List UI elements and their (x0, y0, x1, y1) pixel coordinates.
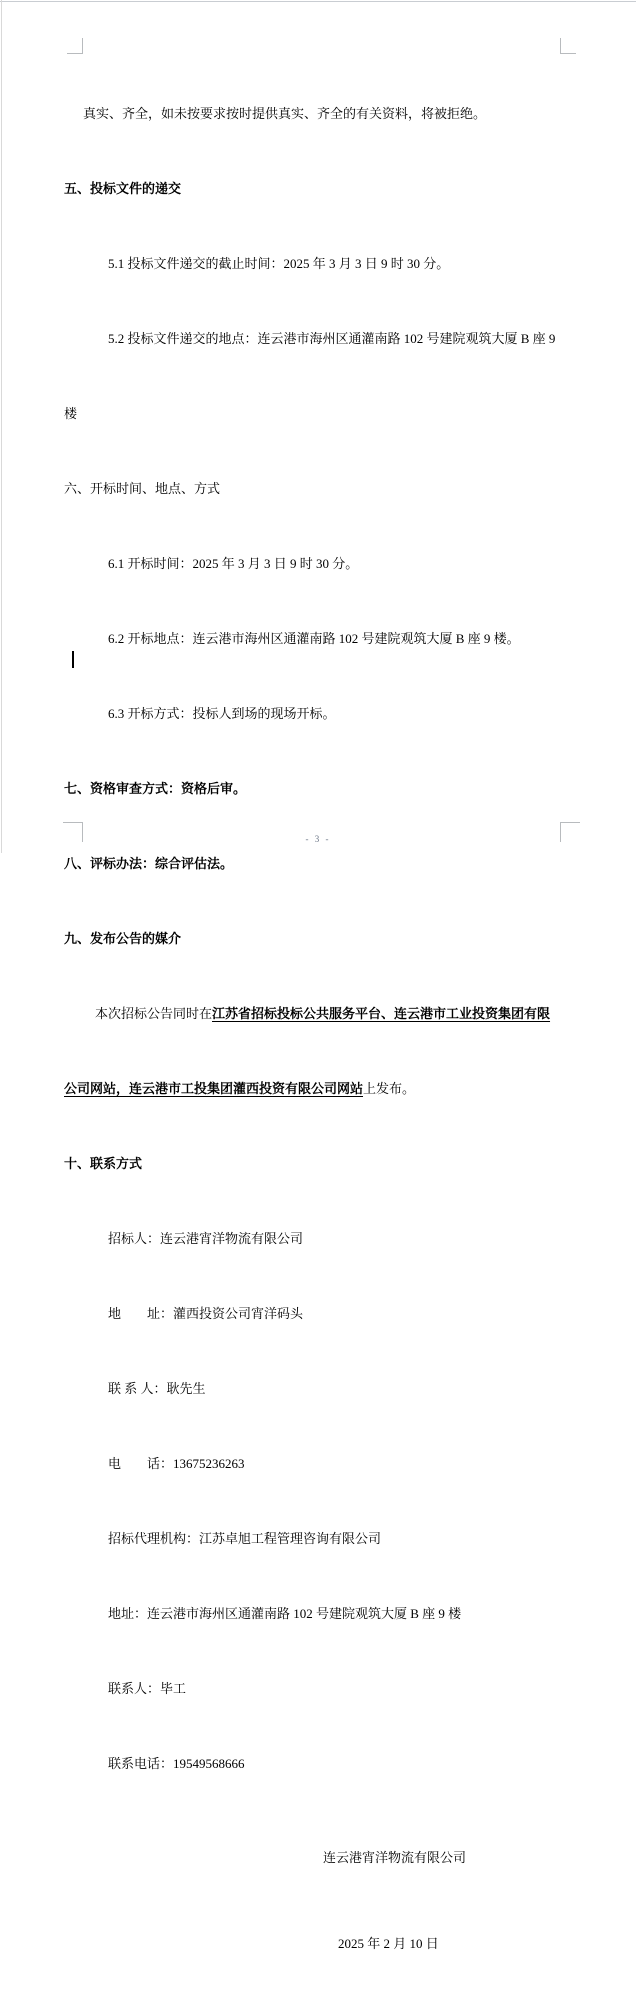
page-edge-left (1, 0, 2, 853)
text-cursor (72, 651, 74, 668)
heading-section-7-qualification-review[interactable]: 七、资格审查方式：资格后审。 (64, 781, 247, 796)
contact-person[interactable]: 联 系 人：耿先生 (108, 1381, 206, 1396)
agency-address[interactable]: 地址：连云港市海州区通灌南路 102 号建院观筑大厦 B 座 9 楼 (108, 1606, 462, 1621)
item-5-2-wrap[interactable]: 楼 (64, 406, 78, 421)
agency-phone[interactable]: 联系电话：19549568666 (108, 1756, 245, 1771)
contact-tenderer[interactable]: 招标人：连云港宵洋物流有限公司 (108, 1231, 304, 1246)
media-suffix-text: 上发布。 (363, 1081, 416, 1096)
page-number: - 3 - (305, 834, 331, 844)
item-5-1-submission-deadline[interactable]: 5.1 投标文件递交的截止时间：2025 年 3 月 3 日 9 时 30 分。 (108, 256, 450, 271)
media-paragraph-line-1[interactable] (64, 1001, 569, 1026)
item-6-2-opening-place[interactable]: 6.2 开标地点：连云港市海州区通灌南路 102 号建院观筑大厦 B 座 9 楼。 (108, 631, 520, 646)
page-edge-top (0, 1, 636, 2)
media-platforms-part-1: 江苏省招标投标公共服务平台、连云港市工业投资集团有限 (212, 1006, 551, 1021)
media-paragraph-line-2[interactable] (64, 1076, 569, 1101)
media-prefix-text: 本次招标公告同时在 (95, 1006, 213, 1021)
item-5-2-submission-place[interactable]: 5.2 投标文件递交的地点：连云港市海州区通灌南路 102 号建院观筑大厦 B 座 9 (108, 331, 556, 346)
page-footer (0, 834, 636, 844)
paragraph-materials-clause[interactable]: 真实、齐全，如未按要求按时提供真实、齐全的有关资料，将被拒绝。 (83, 106, 487, 121)
heading-section-6-bid-opening[interactable]: 六、开标时间、地点、方式 (64, 481, 221, 496)
document-text-area[interactable] (64, 51, 569, 2006)
agency-contact-person[interactable]: 联系人：毕工 (108, 1681, 187, 1696)
item-6-1-opening-time[interactable]: 6.1 开标时间：2025 年 3 月 3 日 9 时 30 分。 (108, 556, 359, 571)
contact-address[interactable]: 地 址：灌西投资公司宵洋码头 (108, 1306, 304, 1321)
heading-section-10-contact[interactable]: 十、联系方式 (64, 1156, 143, 1171)
heading-section-8-evaluation-method[interactable]: 八、评标办法：综合评估法。 (64, 856, 234, 871)
agency-name[interactable]: 招标代理机构：江苏卓旭工程管理咨询有限公司 (108, 1531, 382, 1546)
signature-date[interactable]: 2025 年 2 月 10 日 (338, 1936, 439, 1951)
item-6-3-opening-method[interactable]: 6.3 开标方式：投标人到场的现场开标。 (108, 706, 336, 721)
media-platforms-part-2: 公司网站，连云港市工投集团灌西投资有限公司网站 (64, 1081, 364, 1096)
signature-company[interactable]: 连云港宵洋物流有限公司 (323, 1850, 467, 1865)
contact-phone[interactable]: 电 话：13675236263 (108, 1456, 245, 1471)
heading-section-9-announcement-media[interactable]: 九、发布公告的媒介 (64, 931, 182, 946)
heading-section-5-bid-submission[interactable]: 五、投标文件的递交 (64, 181, 182, 196)
